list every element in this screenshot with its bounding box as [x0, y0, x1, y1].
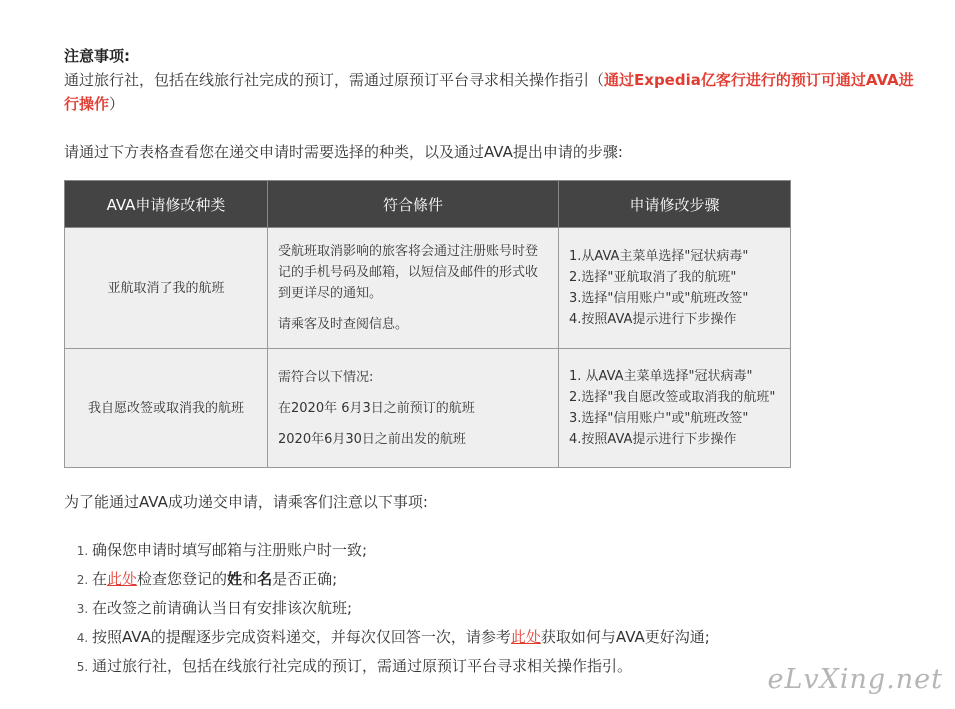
condition-line: 请乘客及时查阅信息。: [278, 317, 409, 332]
surname-text: 姓: [227, 570, 243, 588]
step-line: 4.按照AVA提示进行下步操作: [569, 312, 737, 327]
condition-line: 需符合以下情况:: [278, 369, 374, 385]
step-line: 4.按照AVA提示进行下步操作: [569, 432, 737, 447]
step-line: 2.选择"我自愿改签或取消我的航班": [569, 390, 776, 405]
step-line: 1. 从AVA主菜单选择"冠状病毒": [569, 369, 753, 384]
list-item: [92, 594, 924, 623]
here-link[interactable]: 此处: [510, 628, 541, 646]
note-text: 在: [92, 570, 108, 588]
step-line: 1.从AVA主菜单选择"冠状病毒": [569, 249, 749, 264]
notice-title: 注意事项:: [64, 47, 130, 65]
note-text: 获取如何与AVA更好沟通;: [540, 628, 710, 646]
note-text: 检查您登记的: [137, 570, 228, 588]
ava-request-table: [64, 180, 791, 468]
notes-list: [64, 536, 924, 681]
table-header-row: [65, 181, 791, 228]
list-item: [92, 565, 924, 594]
header-condition: 符合條件: [268, 181, 559, 228]
watermark: eLvXing.net: [767, 664, 943, 695]
header-steps: 申请修改步骤: [559, 181, 791, 228]
row-type: 亚航取消了我的航班: [65, 228, 268, 349]
note-text: 在改签之前请确认当日有安排该次航班;: [92, 599, 353, 617]
note-text: 通过旅行社，包括在线旅行社完成的预订，需通过原预订平台寻求相关操作指引。: [92, 657, 633, 675]
notice-highlight: 通过Expedia亿客行进行的预订可通过AVA进行操作: [64, 71, 914, 113]
table-row: [65, 228, 791, 349]
list-item: [92, 623, 924, 652]
row-condition: [268, 349, 559, 468]
here-link[interactable]: 此处: [107, 570, 138, 588]
content-area: [64, 44, 924, 681]
note-text: 按照AVA的提醒逐步完成资料递交，并每次仅回答一次，请参考: [92, 628, 511, 646]
instruction-text: 请通过下方表格查看您在递交申请时需要选择的种类，以及通过AVA提出申请的步骤:: [64, 143, 623, 161]
condition-line: 2020年6月30日之前出发的航班: [278, 431, 466, 447]
condition-line: 在2020年 6月3日之前预订的航班: [278, 400, 475, 416]
note-text: 是否正确;: [272, 570, 338, 588]
notice-body-suffix: ）: [109, 95, 125, 113]
note-text: 确保您申请时填写邮箱与注册账户时一致;: [92, 541, 368, 559]
header-type: AVA申请修改种类: [65, 181, 268, 228]
row-condition: [268, 228, 559, 349]
step-line: 3.选择"信用账户"或"航班改签": [569, 411, 749, 426]
condition-line: 受航班取消影响的旅客将会通过注册账号时登记的手机号码及邮箱，以短信及邮件的形式收到更详尽的通知。: [278, 244, 539, 301]
notice-body-prefix: 通过旅行社，包括在线旅行社完成的预订，需通过原预订平台寻求相关操作指引（: [64, 71, 605, 89]
row-steps: [559, 228, 791, 349]
list-item: [92, 536, 924, 565]
step-line: 3.选择"信用账户"或"航班改签": [569, 291, 749, 306]
after-table-text: 为了能通过AVA成功递交申请，请乘客们注意以下事项:: [64, 493, 428, 511]
row-steps: [559, 349, 791, 468]
given-name-text: 名: [257, 570, 273, 588]
table-row: [65, 349, 791, 468]
step-line: 2.选择"亚航取消了我的航班": [569, 270, 737, 285]
notice-body: [64, 68, 924, 116]
row-type: 我自愿改签或取消我的航班: [65, 349, 268, 468]
note-text: 和: [242, 570, 258, 588]
